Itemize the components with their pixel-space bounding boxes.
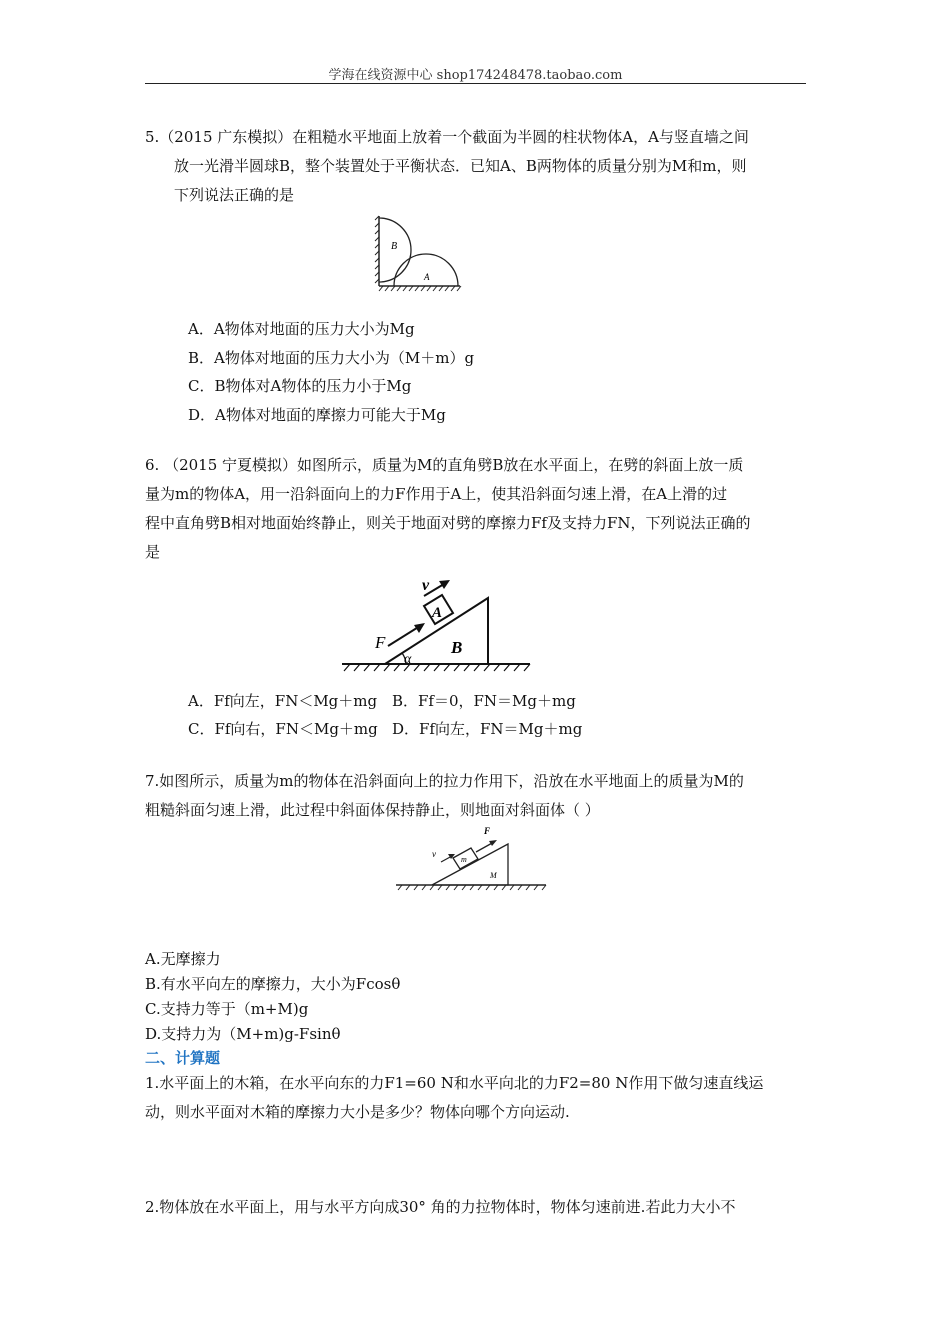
q6-option-c: C．Ff向右，FN＜Mg＋mg — [188, 720, 378, 738]
q6-label-a: A — [432, 605, 443, 621]
q7-label-big-m: M — [490, 871, 497, 880]
q5-label-a: A — [424, 272, 430, 282]
q7-option-a: A.无摩擦力 — [145, 950, 221, 968]
q7-label-m: m — [461, 855, 467, 864]
q7-figure-incline — [392, 822, 550, 894]
q5-ground — [379, 286, 461, 291]
q6-ground — [342, 664, 530, 671]
q7-option-d: D.支持力为（M+m)g-Fsinθ — [145, 1025, 341, 1043]
q6-label-b: B — [451, 638, 463, 657]
q5-option-d: D．A物体对地面的摩擦力可能大于Mg — [188, 406, 446, 424]
q5-line-3: 下列说法正确的是 — [174, 186, 295, 204]
q5-option-a: A．A物体对地面的压力大小为Mg — [188, 320, 415, 338]
q6-line-2: 量为m的物体A，用一沿斜面向上的力F作用于A上，使其沿斜面匀速上滑，在A上滑的过 — [145, 485, 728, 503]
q6-line-1: 6. （2015 宁夏模拟）如图所示，质量为M的直角劈B放在水平面上，在劈的斜面上放一质 — [145, 456, 744, 474]
q5-option-b: B．A物体对地面的压力大小为（M＋m）g — [188, 349, 475, 367]
q6-option-a: A．Ff向左，FN＜Mg＋mg — [188, 692, 378, 710]
q5-line-1: 5.（2015 广东模拟）在粗糙水平地面上放着一个截面为半圆的柱状物体A，A与竖直墙之间 — [145, 128, 749, 146]
q7-label-v: v — [432, 849, 436, 859]
q7-ground — [396, 885, 546, 890]
page-header: 学海在线资源中心 shop174248478.taobao.com — [328, 68, 623, 83]
section-title-calculation: 二、计算题 — [145, 1049, 221, 1067]
q6-option-d: D．Ff向左，FN＝Mg＋mg — [392, 720, 583, 738]
c2-line-1: 2.物体放在水平面上，用与水平方向成30° 角的力拉物体时，物体匀速前进.若此力大小不 — [145, 1198, 736, 1216]
q5-wall — [375, 216, 379, 286]
q5-line-2: 放一光滑半圆球B，整个装置处于平衡状态．已知A、B两物体的质量分别为M和m，则 — [174, 157, 747, 175]
q6-line-3: 程中直角劈B相对地面始终静止，则关于地面对劈的摩擦力Ff及支持力FN，下列说法正确的 — [145, 514, 751, 532]
q7-option-b: B.有水平向左的摩擦力，大小为Fcosθ — [145, 975, 401, 993]
q5-figure-wall-spheres — [374, 214, 464, 292]
q7-line-2: 粗糙斜面匀速上滑，此过程中斜面体保持静止，则地面对斜面体（ ） — [145, 801, 600, 819]
q7-label-f: F — [484, 826, 491, 836]
q7-arrow-f — [476, 840, 497, 852]
q6-line-4: 是 — [145, 543, 161, 561]
c1-line-2: 动，则水平面对木箱的摩擦力大小是多少？物体向哪个方向运动. — [145, 1103, 570, 1121]
c1-line-1: 1.水平面上的木箱，在水平向东的力F1=60 N和水平向北的力F2=80 N作用下做匀速直线运 — [145, 1074, 764, 1092]
q5-option-c: C．B物体对A物体的压力小于Mg — [188, 377, 412, 395]
q6-label-f: F — [375, 633, 386, 652]
q6-option-b: B．Ff＝0，FN＝Mg＋mg — [392, 692, 576, 710]
q7-line-1: 7.如图所示，质量为m的物体在沿斜面向上的拉力作用下，沿放在水平地面上的质量为M的 — [145, 772, 744, 790]
q6-label-v: v — [422, 577, 430, 594]
q5-label-b: B — [391, 241, 398, 252]
q6-label-alpha: α — [404, 652, 412, 667]
header-rule — [145, 83, 806, 84]
q6-figure-wedge — [340, 562, 532, 676]
q7-option-c: C.支持力等于（m+M)g — [145, 1000, 309, 1018]
